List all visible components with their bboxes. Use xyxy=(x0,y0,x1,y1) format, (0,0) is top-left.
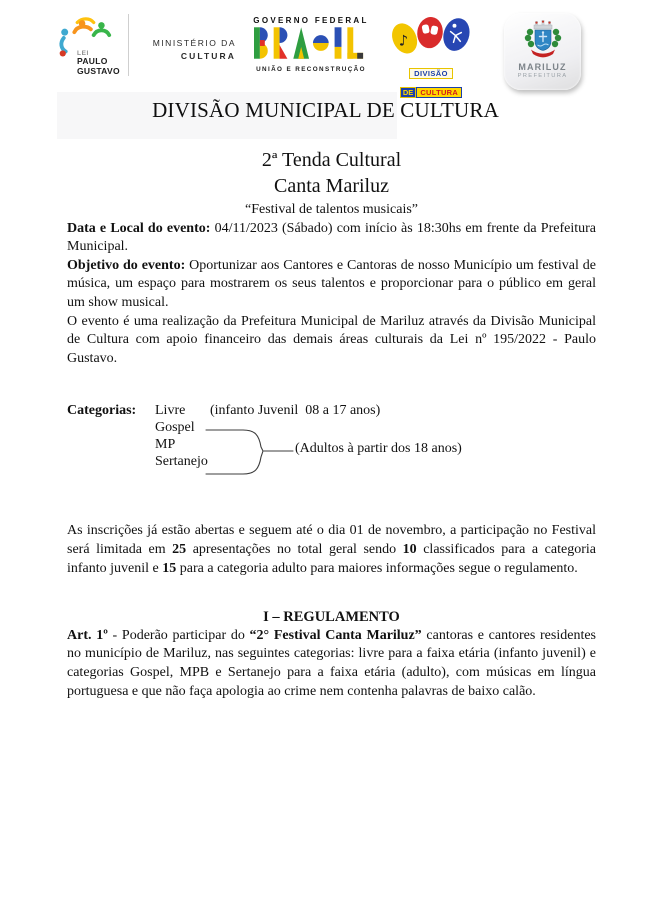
event-title-line2: Canta Mariluz xyxy=(274,175,389,197)
ministerio-line1: MINISTÉRIO DA xyxy=(152,38,236,48)
lpg-line-paulo: PAULO xyxy=(77,56,108,67)
categorias-label: Categorias: xyxy=(67,403,137,419)
inscricoes-adulto: 15 xyxy=(162,560,177,576)
categoria-sertanejo: Sertanejo xyxy=(155,454,208,470)
paragraph-inscricoes xyxy=(67,522,596,578)
paint-splashes-icon xyxy=(389,13,473,58)
paragraph-objetivo xyxy=(67,257,596,313)
paragraph-realizacao: O evento é uma realização da Prefeitura Municipal de Mariluz através da Divisão Municipal de Cultura com apoio financeiro das demais áreas culturais da Lei nº 195/2022 - Paulo Gustavo. xyxy=(67,313,596,366)
inscricoes-text-1: As inscrições já estão abertas e seguem até o dia 01 de novembro, a participação no Festival será limitada em xyxy=(67,523,596,557)
svg-text:♪: ♪ xyxy=(398,32,409,50)
grouping-brace-icon xyxy=(205,425,301,479)
divisao-cultura-label: CULTURA xyxy=(416,87,462,98)
nota-infanto-juvenil: (infanto Juvenil 08 a 17 anos) xyxy=(210,403,381,419)
inscricoes-text-2: apresentações no total geral sendo xyxy=(186,541,403,557)
logo-ministerio-cultura xyxy=(136,38,236,61)
uniao-reconstrucao-label: UNIÃO E RECONSTRUÇÃO xyxy=(256,66,366,73)
mariluz-label: MARILUZ xyxy=(518,62,567,72)
governo-federal-label: GOVERNO FEDERAL xyxy=(253,16,369,25)
art1-festival-name: “2° Festival Canta Mariluz” xyxy=(249,627,422,643)
nota-adultos: (Adultos à partir dos 18 anos) xyxy=(295,441,462,457)
categorias-row-livre xyxy=(67,402,596,419)
event-title xyxy=(67,147,596,199)
data-local-text: 04/11/2023 (Sábado) com início às 18:30hs em frente da Prefeitura Municipal. xyxy=(67,220,596,255)
coat-of-arms-icon xyxy=(519,18,567,62)
logo-governo-federal-brasil xyxy=(249,16,373,73)
logo-lei-paulo-gustavo xyxy=(56,16,126,80)
prefeitura-label: PREFEITURA xyxy=(517,73,568,79)
event-title-line1: 2ª Tenda Cultural xyxy=(261,149,402,171)
inscricoes-text-4: para a categoria adulto para maiores informações segue o regulamento. xyxy=(176,560,578,576)
inscricoes-text-3: classificados para a categoria infanto juvenil e xyxy=(67,541,596,576)
logo-prefeitura-mariluz xyxy=(504,13,581,90)
divisao-de-label: DE xyxy=(400,87,416,98)
inscricoes-total: 25 xyxy=(172,541,187,557)
lpg-line-lei: LEI xyxy=(77,50,89,57)
paragraph-data-local xyxy=(67,220,596,257)
paragraph-art1 xyxy=(67,627,596,701)
objetivo-label: Objetivo do evento: xyxy=(67,257,186,273)
data-local-label: Data e Local do evento: xyxy=(67,220,211,236)
categoria-livre: Livre xyxy=(155,403,186,419)
categorias-block xyxy=(67,402,596,522)
lei-paulo-gustavo-label xyxy=(77,50,120,76)
divisao-label: DIVISÃO xyxy=(409,68,453,79)
section-heading-regulamento: I – REGULAMENTO xyxy=(263,609,400,626)
art1-text-1: - Poderão participar do xyxy=(107,627,250,643)
categoria-mp: MP xyxy=(155,437,176,453)
header-divider xyxy=(128,14,129,76)
page-title: DIVISÃO MUNICIPAL DE CULTURA xyxy=(152,98,499,122)
art1-label: Art. 1º xyxy=(67,627,108,643)
lpg-line-gustavo: GUSTAVO xyxy=(77,65,120,76)
brasil-wordmark-icon xyxy=(249,27,373,65)
art1-text-2: cantoras e cantores residentes no município de Mariluz, nas seguintes categorias: livre para a faixa etária (infanto juvenil) e categorias Gospel, MPB e Sertanejo para a faixa etária (adulto), com músicas em língua portuguesa e que não faça apologia ao crime nem contenha palavras de baixo calão. xyxy=(67,627,596,699)
ministerio-line2: CULTURA xyxy=(180,51,236,61)
inscricoes-infanto: 10 xyxy=(402,541,417,557)
objetivo-text: Oportunizar aos Cantores e Cantoras de nosso Município um festival de música, um espaço para mostrarem os seus talentos e proporcionar para o público em geral um show musical. xyxy=(67,257,596,310)
logo-divisao-cultura xyxy=(388,13,474,100)
categoria-gospel: Gospel xyxy=(155,420,195,436)
event-subtitle: “Festival de talentos musicais” xyxy=(244,202,418,217)
document-content xyxy=(67,145,596,701)
